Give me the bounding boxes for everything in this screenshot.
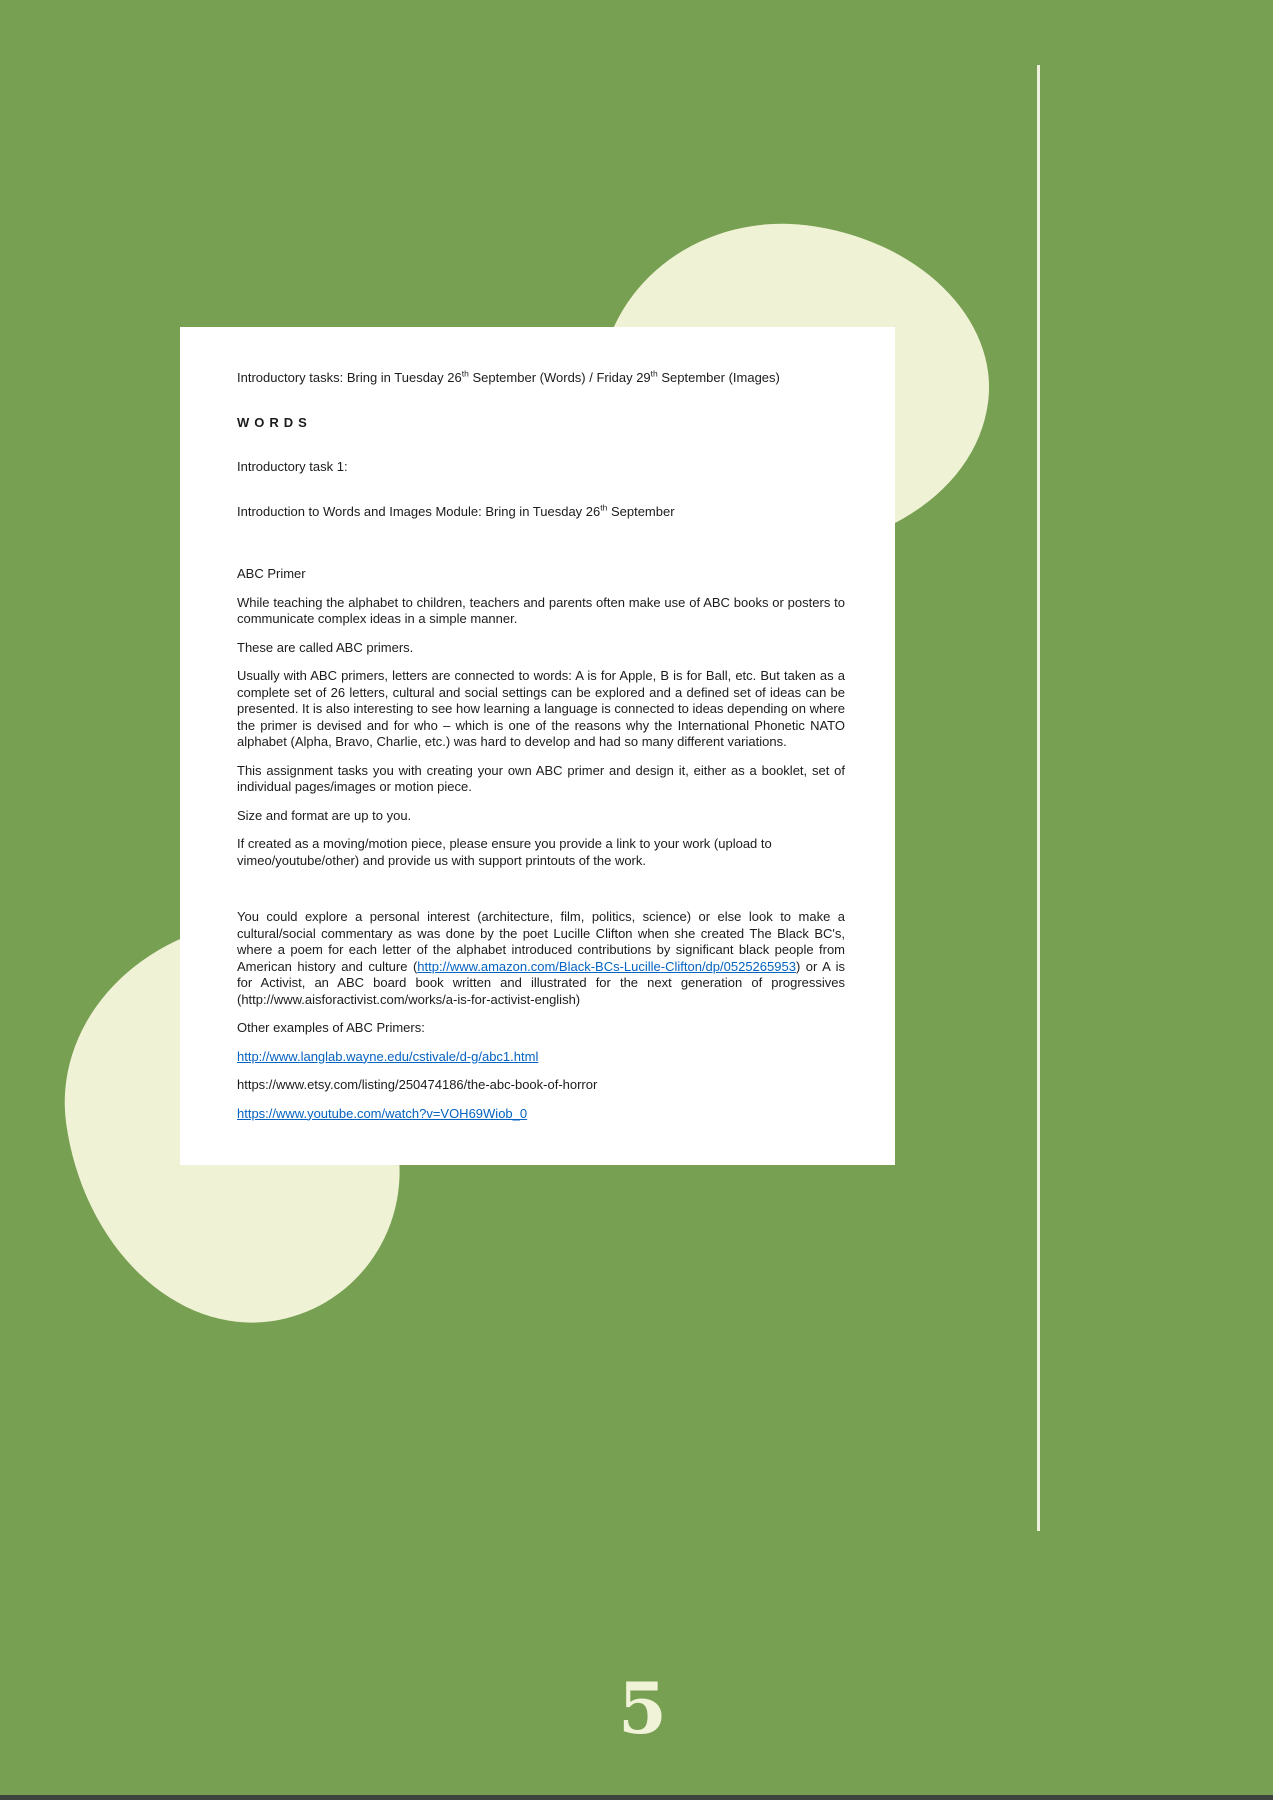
superscript-th: th (600, 502, 608, 513)
text-segment: September (Images) (657, 370, 780, 385)
document-page (180, 327, 895, 1165)
paragraph-you-could-explore (237, 909, 845, 1008)
paragraph-these-are-called: These are called ABC primers. (237, 639, 414, 655)
other-examples-label: Other examples of ABC Primers: (237, 1020, 425, 1035)
paragraph-usually-with: Usually with ABC primers, letters are connected to words: A is for Apple, B is for Ball, etc. But taken as a complete set of 26 letters, cultural and social settings can be explored and a defined set of ideas can be presented. It is also interesting to see how learning a language is connected to ideas depending on where the primer is devised and for who – which is one of the reasons why the International Phonetic NATO alphabet (Alpha, Bravo, Charlie, etc.) was hard to develop and had so many different variations. (237, 668, 845, 749)
youtube-link[interactable]: https://www.youtube.com/watch?v=VOH69Wiob_0 (237, 1105, 528, 1121)
vertical-divider-line (1037, 65, 1040, 1531)
module-intro-line (237, 504, 845, 521)
paragraph-this-assignment: This assignment tasks you with creating your own ABC primer and design it, either as a booklet, set of individual pages/images or motion piece. (237, 762, 845, 794)
etsy-url-text: https://www.etsy.com/listing/250474186/the-abc-book-of-horror (237, 1077, 598, 1092)
youtube-link-line (237, 1106, 845, 1123)
amazon-link[interactable]: http://www.amazon.com/Black-BCs-Lucille-Clifton/dp/0525265953 (417, 958, 796, 974)
introductory-task-label: Introductory task 1: (237, 459, 348, 474)
text-segment: You could explore a personal interest (architecture, film, politics, science) or else look to make a cultural/social commentary as was done by the poet Lucille Clifton when she created The Black BC's, where a poem for each letter of the alphabet introduced contributions by significant black people from American history and culture ( (237, 909, 845, 974)
superscript-th: th (461, 368, 469, 379)
langlab-link[interactable]: http://www.langlab.wayne.edu/cstivale/d-g/abc1.html (237, 1048, 539, 1064)
words-heading: WORDS (237, 414, 312, 430)
paragraph-while-teaching: While teaching the alphabet to children, teachers and parents often make use of ABC books or posters to communicate complex ideas in a simple manner. (237, 594, 845, 626)
paragraph-motion-piece: If created as a moving/motion piece, please ensure you provide a link to your work (upload to vimeo/youtube/other) and provide us with support printouts of the work. (237, 836, 772, 868)
text-segment: September (607, 503, 675, 519)
text-segment: Introductory tasks: Bring in Tuesday 26 (237, 370, 462, 385)
langlab-link-line (237, 1049, 845, 1066)
page-number: 5 (618, 1667, 667, 1750)
abc-primer-heading: ABC Primer (237, 566, 306, 581)
intro-tasks-line (237, 370, 845, 387)
text-segment: September (Words) / Friday 29 (468, 370, 651, 385)
paragraph-size-format: Size and format are up to you. (237, 807, 412, 823)
bottom-edge-strip (0, 1795, 1273, 1800)
text-segment: ) or A is for Activist, an ABC board book written and illustrated for the next generation of progressives (http://www.aisforactivist.com/works/a-is-for-activist-english) (237, 958, 845, 1007)
superscript-th: th (650, 368, 658, 379)
text-segment: Introduction to Words and Images Module: Bring in Tuesday 26 (237, 503, 601, 519)
